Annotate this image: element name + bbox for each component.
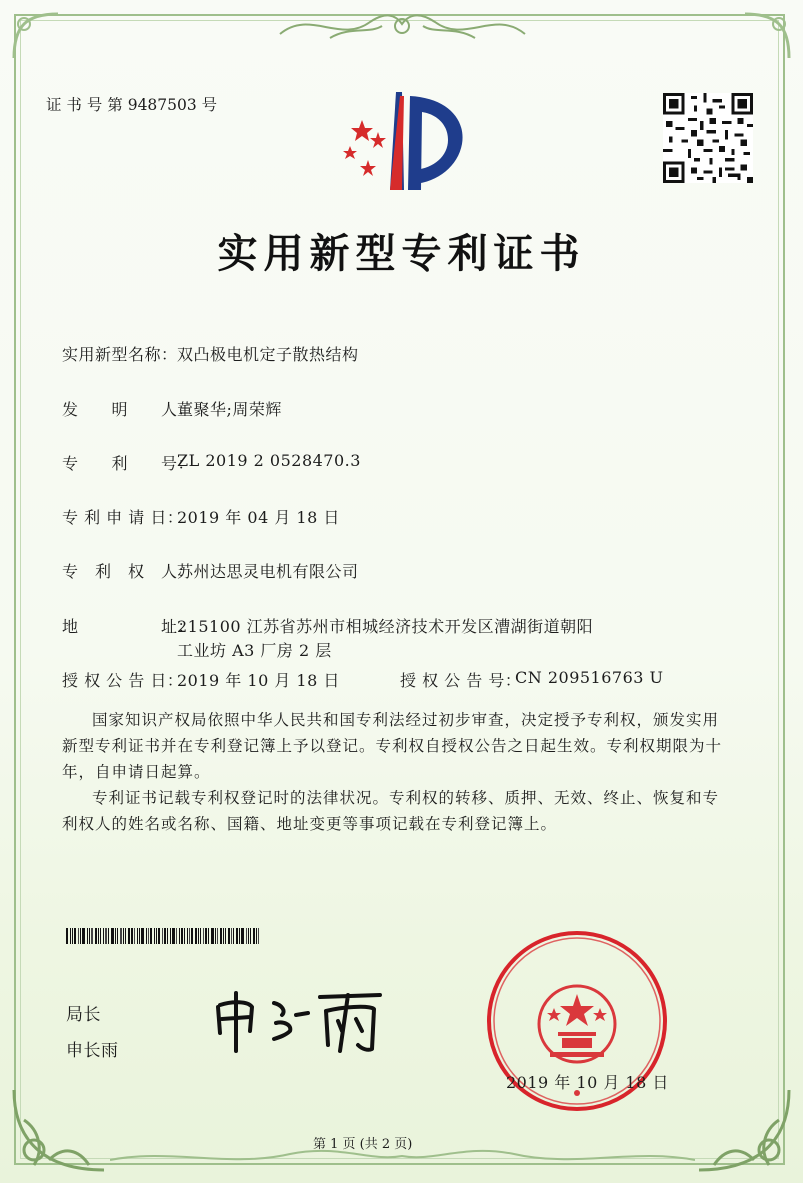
grant-paragraph-line: 国家知识产权局依照中华人民共和国专利法经过初步审查，决定授予专利权，颁发实用 [92,711,720,729]
legal-status-paragraph-line: 专利证书记载专利权登记时的法律状况。专利权的转移、质押、无效、终止、恢复和专 [92,789,720,807]
address-label: 地 址： [62,617,195,636]
page-footer: 第 1 页 (共 2 页) [313,1137,413,1152]
inventor-value: 董聚华;周荣辉 [177,400,282,419]
grant-paragraph [62,707,742,785]
corner-ornament-top-right-icon [737,6,797,66]
utility-name-label: 实用新型名称： [62,345,178,364]
patent-number-value: ZL 2019 2 0528470.3 [177,451,361,470]
grant-paragraph-line: 新型专利证书并在专利登记簿上予以登记。专利权自授权公告之日起生效。专利权期限为十 [62,737,723,755]
director-signature-icon [212,985,402,1055]
certificate-number: 证 书 号 第 9487503 号 [46,96,218,114]
announcement-date-value: 2019 年 10 月 18 日 [177,671,340,690]
patent-office-logo-icon [338,86,466,194]
inventor-label: 发 明 人： [62,400,195,419]
seal-date: 2019 年 10 月 18 日 [506,1073,669,1092]
utility-name-value: 双凸极电机定子散热结构 [177,345,359,364]
announcement-number-label: 授 权 公 告 号： [400,671,522,690]
address-line-1: 215100 江苏省苏州市相城经济技术开发区漕湖街道朝阳 [177,617,594,636]
address-line-2: 工业坊 A3 厂房 2 层 [177,641,332,660]
director-name: 申长雨 [66,1041,119,1061]
grant-paragraph-line: 年，自申请日起算。 [62,763,211,781]
qr-code-icon [663,93,753,183]
patentee-value: 苏州达思灵电机有限公司 [177,562,359,581]
corner-ornament-top-left-icon [6,6,66,66]
announcement-date-label: 授 权 公 告 日： [62,671,184,690]
corner-ornament-bottom-right-icon [689,1080,799,1180]
patent-number-label: 专 利 号： [62,454,195,473]
patentee-label: 专 利 权 人： [62,562,195,581]
top-ornament-icon [270,4,535,48]
director-title: 局长 [66,1005,101,1025]
legal-status-paragraph [62,785,742,837]
filing-date-label: 专 利 申 请 日： [62,508,184,527]
barcode-icon [66,928,301,944]
corner-ornament-bottom-left-icon [4,1080,114,1180]
announcement-number-value: CN 209516763 U [515,668,664,687]
filing-date-value: 2019 年 04 月 18 日 [177,508,340,527]
page-title: 实用新型专利证书 [217,230,586,277]
legal-status-paragraph-line: 利权人的姓名或名称、国籍、地址变更等事项记载在专利登记簿上。 [62,815,558,833]
